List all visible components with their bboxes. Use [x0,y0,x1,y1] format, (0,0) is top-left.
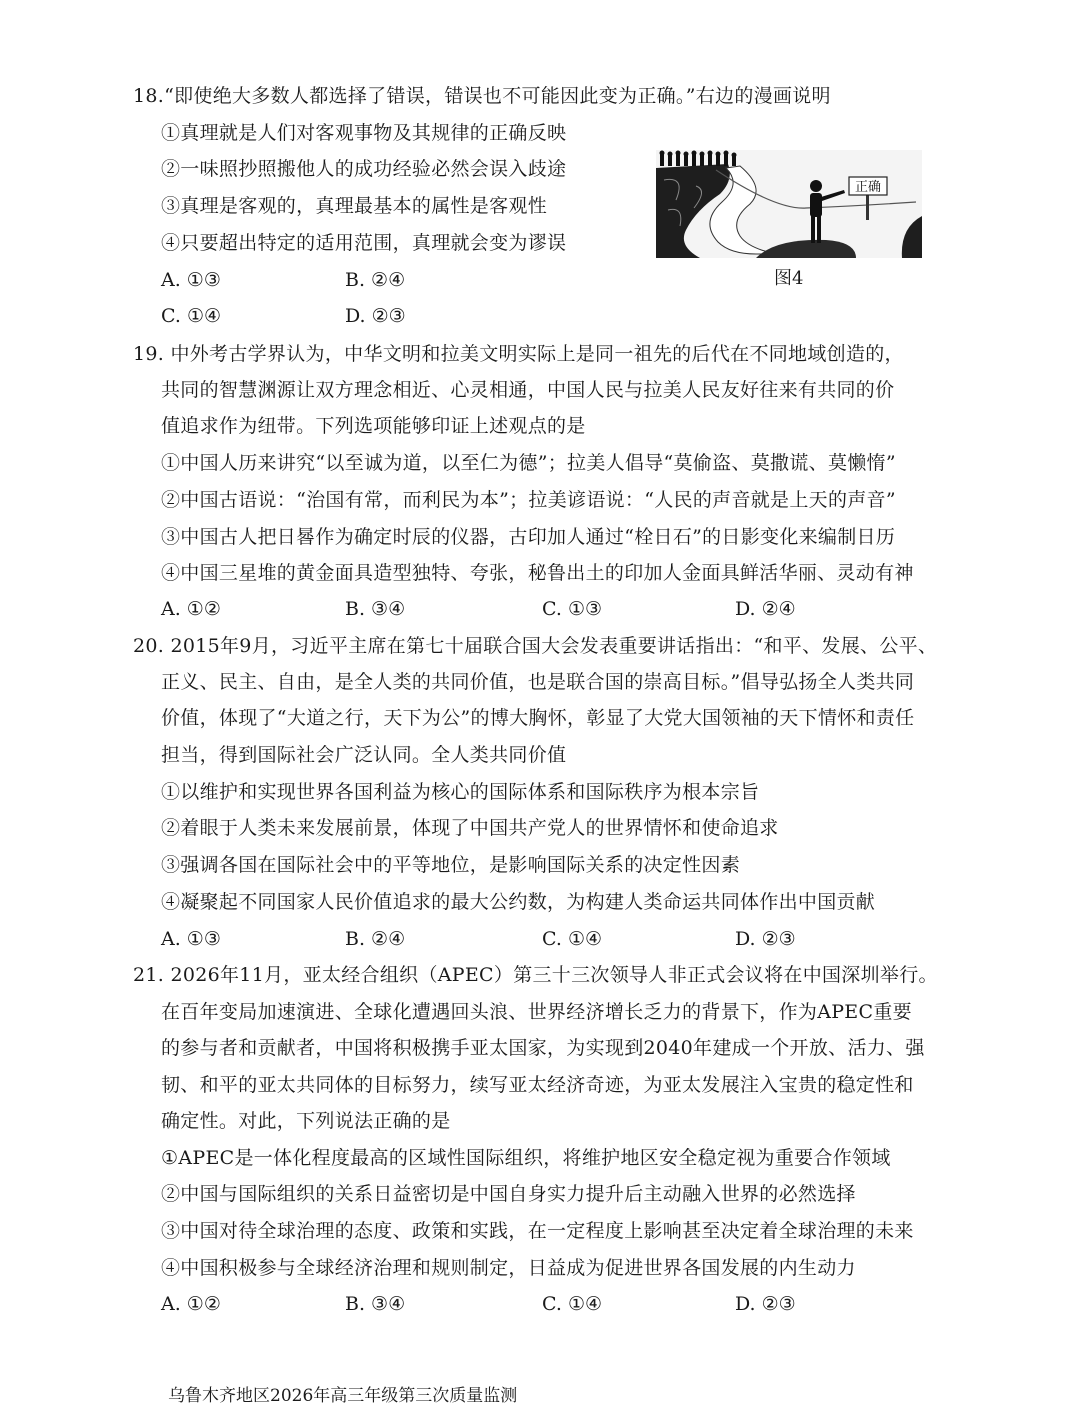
q20-item-1: ①以维护和实现世界各国利益为核心的国际体系和国际秩序为根本宗旨 [161,781,760,803]
q18-item-1: ①真理就是人们对客观事物及其规律的正确反映 [161,122,567,144]
q19-item-4: ④中国三星堆的黄金面具造型独特、夸张，秘鲁出土的印加人金面具鲜活华丽、灵动有神 [161,562,914,584]
q19-item-3: ③中国古人把日晷作为确定时辰的仪器，古印加人通过“栓日石”的日影变化来编制日历 [161,526,896,548]
q18-item-3: ③真理是客观的，真理最基本的属性是客观性 [161,195,548,217]
q21-stem-line-5: 确定性。对此，下列说法正确的是 [161,1110,451,1132]
q20-option-a: A. ①③ [161,928,221,950]
q19-stem-line-3: 值追求作为纽带。下列选项能够印证上述观点的是 [161,415,586,437]
figure-caption: 图4 [774,268,804,289]
q20-option-d: D. ②③ [735,928,796,950]
q20-stem-line-3: 价值，体现了“大道之行，天下为公”的博大胸怀，彰显了大党大国领袖的天下情怀和责任 [161,707,915,729]
q20-stem-line-2: 正义、民主、自由，是全人类的共同价值，也是联合国的崇高目标。”倡导弘扬全人类共同 [161,671,915,693]
q19-option-c: C. ①③ [542,598,603,620]
q21-option-b: B. ③④ [345,1293,406,1315]
q19-option-b: B. ③④ [345,598,406,620]
q19-option-d: D. ②④ [735,598,796,620]
q18-item-4: ④只要超出特定的适用范围，真理就会变为谬误 [161,232,567,254]
q18-item-2: ②一味照抄照搬他人的成功经验必然会误入歧途 [161,158,567,180]
q18-option-a: A. ①③ [161,269,221,291]
q21-stem-line-4: 韧、和平的亚太共同体的目标努力，续写亚太经济奇迹，为亚太发展注入宝贵的稳定性和 [161,1074,914,1096]
q20-stem-line-1: 20. 2015年9月，习近平主席在第七十届联合国大会发表重要讲话指出：“和平、发展、公平、 [133,635,938,657]
q19-option-a: A. ①② [161,598,221,620]
q21-stem-line-2: 在百年变局加速演进、全球化遭遇回头浪、世界经济增长乏力的背景下，作为APEC重要 [161,1001,912,1023]
q18-option-c: C. ①④ [161,305,222,327]
q19-item-2: ②中国古语说：“治国有常，而利民为本”；拉美谚语说：“人民的声音就是上天的声音” [161,489,896,511]
q21-option-c: C. ①④ [542,1293,603,1315]
q19-item-1: ①中国人历来讲究“以至诚为道，以至仁为德”；拉美人倡导“莫偷盗、莫撒谎、莫懒惰” [161,452,896,474]
q21-item-4: ④中国积极参与全球经济治理和规则制定，日益成为促进世界各国发展的内生动力 [161,1257,856,1279]
q18-option-d: D. ②③ [345,305,406,327]
q19-stem-line-1: 19. 中外考古学界认为，中华文明和拉美文明实际上是同一祖先的后代在不同地域创造的， [133,343,904,365]
q20-option-b: B. ②④ [345,928,406,950]
q18-option-b: B. ②④ [345,269,406,291]
q21-item-1: ①APEC是一体化程度最高的区域性国际组织，将维护地区安全稳定视为重要合作领域 [161,1147,891,1169]
q21-item-3: ③中国对待全球治理的态度、政策和实践，在一定程度上影响甚至决定着全球治理的未来 [161,1220,914,1242]
q19-stem-line-2: 共同的智慧渊源让双方理念相近、心灵相通，中国人民与拉美人民友好往来有共同的价 [161,379,895,401]
q21-option-d: D. ②③ [735,1293,796,1315]
q21-item-2: ②中国与国际组织的关系日益密切是中国自身实力提升后主动融入世界的必然选择 [161,1183,856,1205]
q20-item-4: ④凝聚起不同国家人民价值追求的最大公约数，为构建人类命运共同体作出中国贡献 [161,891,876,913]
cartoon-figure [656,150,922,258]
q21-stem-line-1: 21. 2026年11月，亚太经合组织（APEC）第三十三次领导人非正式会议将在中国深圳举行。 [133,964,938,986]
q20-option-c: C. ①④ [542,928,603,950]
q20-item-3: ③强调各国在国际社会中的平等地位，是影响国际关系的决定性因素 [161,854,741,876]
q20-item-2: ②着眼于人类未来发展前景，体现了中国共产党人的世界情怀和使命追求 [161,817,779,839]
page-footer: 乌鲁木齐地区2026年高三年级第三次质量监测 [168,1386,518,1406]
q21-stem-line-3: 的参与者和贡献者，中国将积极携手亚太国家，为实现到2040年建成一个开放、活力、强 [161,1037,925,1059]
sign-text: 正确 [854,180,882,195]
q21-option-a: A. ①② [161,1293,221,1315]
q20-stem-line-4: 担当，得到国际社会广泛认同。全人类共同价值 [161,744,567,766]
q18-stem: 18.“即使绝大多数人都选择了错误，错误也不可能因此变为正确。”右边的漫画说明 [133,85,831,107]
cartoon-illustration [656,150,922,258]
